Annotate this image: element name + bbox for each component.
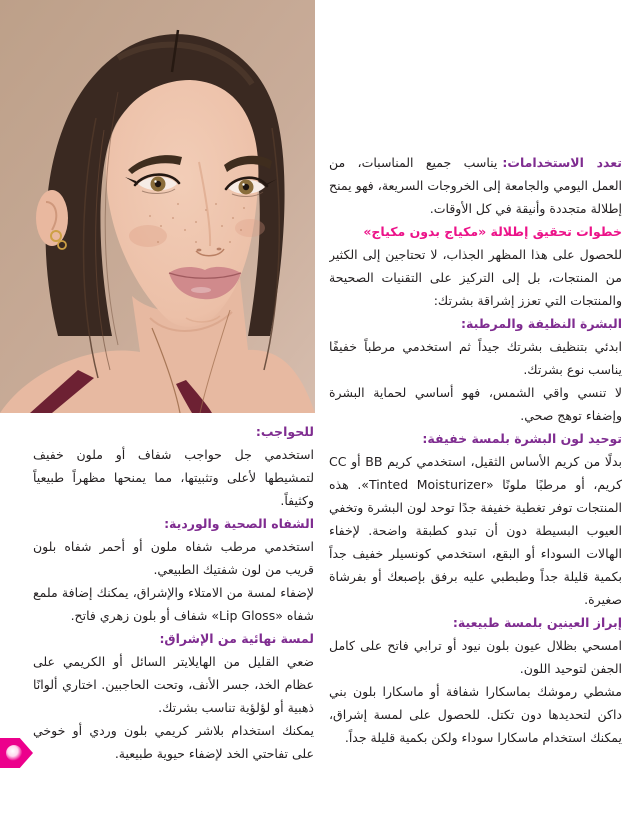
page-tag-marker <box>0 738 33 768</box>
section-heading-glow: لمسة نهائية من الإشراق: <box>159 631 314 646</box>
article-column-right <box>329 151 622 816</box>
portrait-illustration <box>0 0 315 413</box>
section-heading-eyes: إبراز العينين بلمسة طبيعية: <box>452 615 622 630</box>
paragraph-intro <box>329 151 622 220</box>
section-heading-skin-tone: توحيد لون البشرة بلمسة خفيفة: <box>422 431 622 446</box>
section-heading-lips: الشفاه الصحية والوردية: <box>164 516 314 531</box>
paragraph-skin-2: لا تنسي واقي الشمس، فهو أساسي لحماية البشرة وإضفاء توهج صحي. <box>329 385 622 423</box>
paragraph-glow-1: ضعي القليل من الهايلايتر السائل أو الكريمي على عظام الخد، جسر الأنف، وتحت الحاجبين. اختاري ألوانًا ذهبية أو لؤلؤية تناسب بشرتك. <box>33 654 314 715</box>
paragraph-lips-2: لإضفاء لمسة من الامتلاء والإشراق، يمكنك إضافة ملمع شفاه «Lip Gloss» شفاف أو بلون زهري فاتح. <box>33 585 314 623</box>
section-heading-uses: تعدد الاستخدامات: <box>502 155 622 170</box>
section-heading-brows: للحواجب: <box>255 424 314 439</box>
paragraph-glow-2: يمكنك استخدام بلاشر كريمي بلون وردي أو خوخي على تفاحتي الخد لإضفاء حيوية طبيعية. <box>33 723 314 761</box>
portrait-photo <box>0 0 315 413</box>
tag-hole-dot <box>6 745 22 761</box>
paragraph-steps-intro: للحصول على هذا المظهر الجذاب، لا تحتاجين إلى الكثير من المنتجات، بل إلى التركيز على التقنيات الصحيحة والمنتجات التي تعزز إشراقة بشرتك: <box>329 247 622 308</box>
section-heading-clean-skin: البشرة النظيفة والمرطبة: <box>461 316 622 331</box>
paragraph-eyes-2: مشطي رموشك بماسكارا شفافة أو ماسكارا بلون بني داكن لتحديدها دون تكتل. للحصول على لمسة إشراق، يمكنك استخدام ماسكارا سوداء ولكن بكمية قليلة جداً. <box>329 684 622 745</box>
article-column-left <box>33 420 314 780</box>
paragraph-tone: بدلًا من كريم الأساس الثقيل، استخدمي كريم BB أو CC كريم، أو مرطبًا ملونًا «Tinted Moisturizer». هذه المنتجات توفر تغطية خفيفة جدًا توحد لون البشرة وتخفي العيوب البسيطة دون أن تبدو كطبقة واضحة. لإخفاء الهالات السوداء أو البقع، استخدمي كونسيلر خفيف جداً بكمية قليلة جداً وطبطبي عليه برفق بإصبعك أو بفرشاة صغيرة. <box>329 454 622 607</box>
paragraph-intro-text: يناسب جميع المناسبات، من العمل اليومي والجامعة إلى الخروجات السريعة، فهو يمنح إطلالة متجددة وأنيقة في كل الأوقات. <box>329 155 622 216</box>
paragraph-brows: استخدمي جل حواجب شفاف أو ملون خفيف لتمشيطها لأعلى وتثبيتها، مما يمنحها مظهراً طبيعياً وكثيفاً. <box>33 447 314 508</box>
paragraph-lips-1: استخدمي مرطب شفاه ملون أو أحمر شفاه بلون قريب من لون شفتيك الطبيعي. <box>33 539 314 577</box>
paragraph-eyes-1: امسحي بظلال عيون بلون نيود أو ترابي فاتح على كامل الجفن لتوحيد اللون. <box>329 638 622 676</box>
paragraph-skin-1: ابدئي بتنظيف بشرتك جيداً ثم استخدمي مرطباً خفيفًا يناسب نوع بشرتك. <box>329 339 622 377</box>
section-heading-steps: خطوات تحقيق إطلالة «مكياج بدون مكياج» <box>363 224 622 239</box>
